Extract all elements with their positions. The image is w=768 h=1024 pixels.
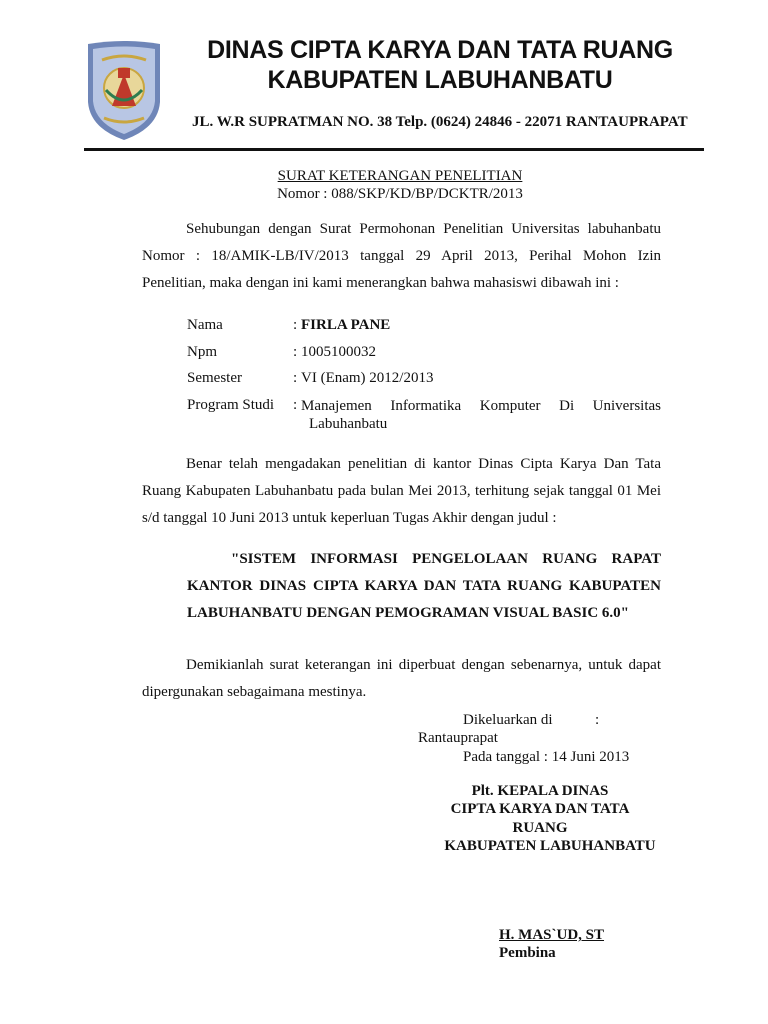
regency-name: KABUPATEN LABUHANBATU xyxy=(267,66,613,94)
regency-emblem-logo xyxy=(84,40,164,142)
paragraph-line: Nomor : 18/AMIK-LB/IV/2013 tanggal 29 April 2013, Perihal Mohon Izin xyxy=(142,248,661,264)
thesis-line: "SISTEM INFORMASI PENGELOLAAN RUANG RAPAT xyxy=(231,551,661,567)
field-value: FIRLA PANE xyxy=(301,317,391,333)
issued-place: Rantauprapat xyxy=(418,730,498,746)
paragraph-line: Penelitian, maka dengan ini kami menerangkan bahwa mahasiswi dibawah ini : xyxy=(142,275,619,291)
paragraph-line: Benar telah mengadakan penelitian di kantor Dinas Cipta Karya Dan Tata xyxy=(186,456,661,472)
thesis-line: KANTOR DINAS CIPTA KARYA DAN TATA RUANG KABUPATEN xyxy=(187,578,661,594)
letterhead-divider xyxy=(84,148,704,151)
field-label: Semester xyxy=(187,370,242,386)
signer-regency: KABUPATEN LABUHANBATU xyxy=(444,838,656,854)
signer-office: RUANG xyxy=(512,820,568,836)
intro-paragraph xyxy=(142,216,661,297)
field-label: Nama xyxy=(187,317,223,333)
paragraph-line: Ruang Kabupaten Labuhanbatu pada bulan Mei 2013, terhitung sejak tanggal 01 Mei xyxy=(142,483,661,499)
field-label: Npm xyxy=(187,344,217,360)
field-colon: : xyxy=(293,344,298,360)
closing-paragraph xyxy=(142,652,661,706)
thesis-title xyxy=(187,546,661,627)
research-paragraph xyxy=(142,451,661,532)
paragraph-line: dipergunakan sebagaimana mestinya. xyxy=(142,684,367,700)
field-label: Program Studi xyxy=(187,397,275,413)
field-colon: : xyxy=(293,370,298,386)
issued-at-colon: : xyxy=(595,712,600,728)
paragraph-line: Demikianlah surat keterangan ini diperbuat dengan sebenarnya, untuk dapat xyxy=(186,657,661,673)
issue-date: Pada tanggal : 14 Juni 2013 xyxy=(463,749,630,765)
field-value: VI (Enam) 2012/2013 xyxy=(301,370,434,386)
paragraph-line: s/d tanggal 10 Juni 2013 untuk keperluan Tugas Akhir dengan judul : xyxy=(142,510,557,526)
document-title: SURAT KETERANGAN PENELITIAN xyxy=(277,168,523,184)
issued-at-label: Dikeluarkan di xyxy=(463,712,553,728)
field-colon: : xyxy=(293,317,298,333)
thesis-line: LABUHANBATU DENGAN PEMOGRAMAN VISUAL BASIC 6.0" xyxy=(187,605,629,621)
field-value: 1005100032 xyxy=(301,344,376,360)
field-colon: : xyxy=(293,397,298,413)
signer-office: CIPTA KARYA DAN TATA xyxy=(450,801,630,817)
field-value: Manajemen Informatika Komputer Di Universitas Labuhanbatu xyxy=(301,398,661,432)
agency-name: DINAS CIPTA KARYA DAN TATA RUANG xyxy=(207,36,673,64)
signer-name: H. MAS`UD, ST xyxy=(499,927,605,943)
signer-rank: Pembina xyxy=(499,945,556,961)
document-number: Nomor : 088/SKP/KD/BP/DCKTR/2013 xyxy=(277,186,523,202)
agency-address: JL. W.R SUPRATMAN NO. 38 Telp. (0624) 24846 - 22071 RANTAUPRAPAT xyxy=(192,114,688,130)
paragraph-line: Sehubungan dengan Surat Permohonan Penelitian Universitas labuhanbatu xyxy=(186,221,661,237)
signer-position: Plt. KEPALA DINAS xyxy=(471,783,609,799)
